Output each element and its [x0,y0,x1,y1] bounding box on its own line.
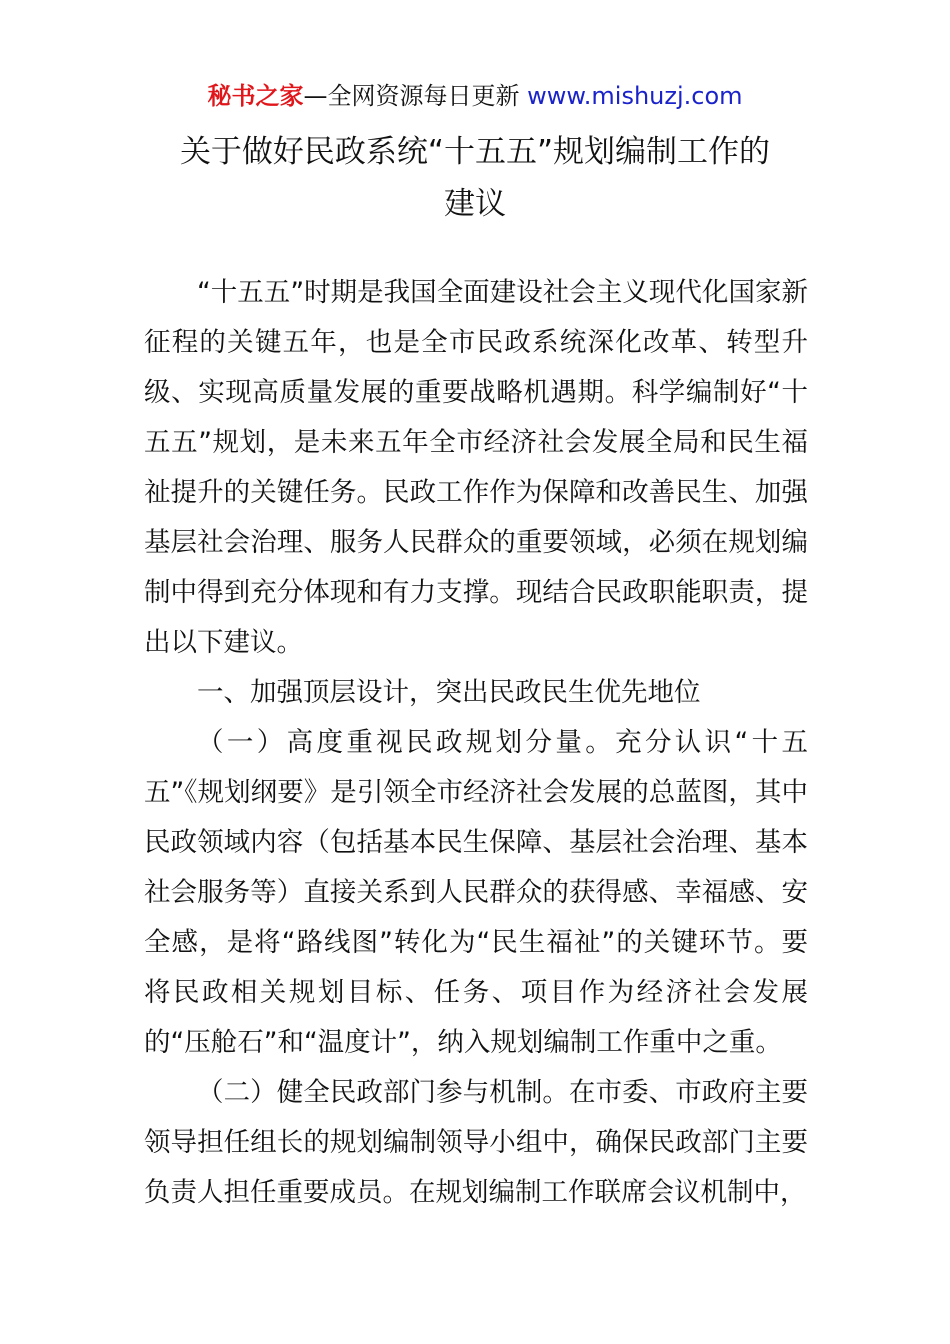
site-name: 秘书之家 [207,82,304,110]
site-slogan: —全网资源每日更新 [303,82,528,110]
document-title-line-1: 关于做好民政系统“十五五”规划编制工作的 [179,134,771,170]
document-body [144,268,808,1218]
site-url-link[interactable]: www.mishuzj.com [527,82,743,110]
intro-paragraph: “十五五”时期是我国全面建设社会主义现代化国家新征程的关键五年，也是全市民政系统深化改革、转型升级、实现高质量发展的重要战略机遇期。科学编制好“十五五”规划，是未来五年全市经济社会发展全局和民生福祉提升的关键任务。民政工作作为保障和改善民生、加强基层社会治理、服务人民群众的重要领域，必须在规划编制中得到充分体现和有力支撑。现结合民政职能职责，提出以下建议。 [144,277,808,658]
document-title-line-2: 建议 [444,186,506,222]
document-title [140,126,810,230]
subsection-paragraph-2: （二）健全民政部门参与机制。在市委、市政府主要领导担任组长的规划编制领导小组中，确保民政部门主要负责人担任重要成员。在规划编制工作联席会议机制中， [144,1077,808,1208]
subsection-paragraph-1: （一）高度重视民政规划分量。充分认识“十五五”《规划纲要》是引领全市经济社会发展的总蓝图，其中民政领域内容（包括基本民生保障、基层社会治理、基本社会服务等）直接关系到人民群众的获得感、幸福感、安全感，是将“路线图”转化为“民生福祉”的关键环节。要将民政相关规划目标、任务、项目作为经济社会发展的“压舱石”和“温度计”，纳入规划编制工作重中之重。 [144,727,808,1058]
section-heading-1: 一、加强顶层设计，突出民政民生优先地位 [197,677,701,708]
site-banner [0,80,950,112]
